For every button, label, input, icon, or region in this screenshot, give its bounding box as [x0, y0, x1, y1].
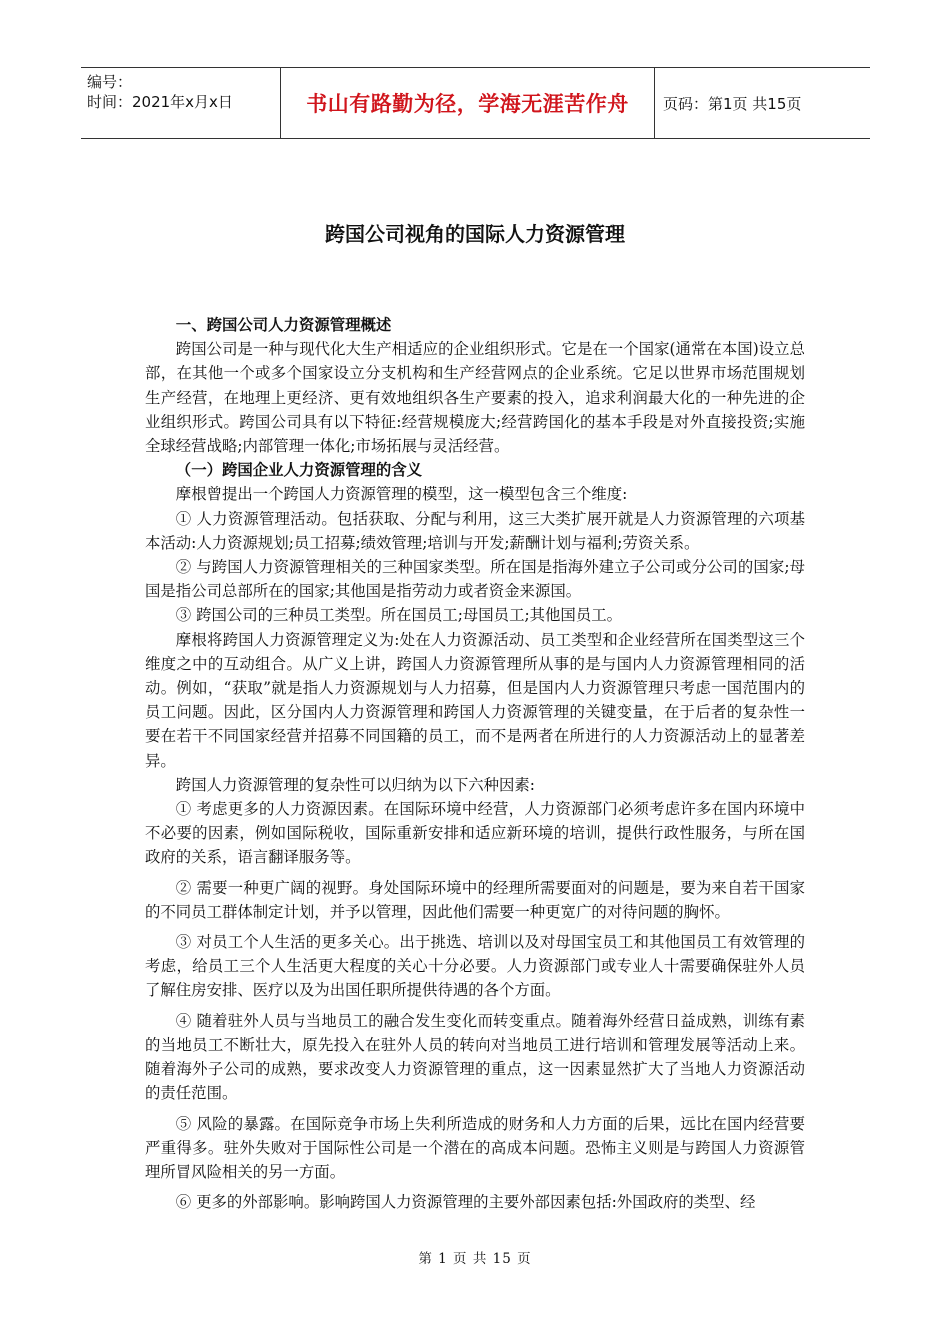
paragraph: ⑤ 风险的暴露。在国际竞争市场上失利所造成的财务和人力方面的后果，远比在国内经营要严重得多。驻外失败对于国际性公司是一个潜在的高成本问题。恐怖主义则是与跨国人力资源管理所冒风险相关的另一方面。 — [145, 1114, 805, 1181]
paragraph: ② 需要一种更广阔的视野。身处国际环境中的经理所需要面对的问题是，要为来自若干国家的不同员工群体制定计划，并予以管理，因此他们需要一种更宽广的对待问题的胸怀。 — [145, 878, 805, 921]
document-body — [145, 313, 805, 1214]
header-meta — [81, 68, 281, 138]
paragraph: ① 人力资源管理活动。包括获取、分配与利用，这三大类扩展开就是人力资源管理的六项基本活动:人力资源规划;员工招募;绩效管理;培训与开发;薪酬计划与福利;劳资关系。 — [145, 509, 805, 552]
page-footer: 第 1 页 共 15 页 — [418, 1251, 532, 1267]
document-number-label: 编号： — [87, 73, 133, 91]
paragraph: ④ 随着驻外人员与当地员工的融合发生变化而转变重点。随着海外经营日益成熟，训练有素的当地员工不断壮大，原先投入在驻外人员的转向对当地员工进行培训和管理发展等活动上来。随着海外子公司的成熟，要求改变人力资源管理的重点，这一因素显然扩大了当地人力资源活动的责任范围。 — [145, 1011, 805, 1103]
paragraph: ③ 跨国公司的三种员工类型。所在国员工;母国员工;其他国员工。 — [175, 606, 622, 625]
header-motto: 书山有路勤为径，学海无涯苦作舟 — [306, 92, 629, 116]
paragraph: 跨国人力资源管理的复杂性可以归纳为以下六种因素: — [175, 775, 535, 794]
paragraph: ② 与跨国人力资源管理相关的三种国家类型。所在国是指海外建立子公司或分公司的国家;母国是指公司总部所在的国家;其他国是指劳动力或者资金来源国。 — [145, 558, 805, 601]
document-date: 时间：2021年x月x日 — [87, 93, 233, 111]
paragraph: 摩根将跨国人力资源管理定义为:处在人力资源活动、员工类型和企业经营所在国类型这三个维度之中的互动组合。从广义上讲，跨国人力资源管理所从事的是与国内人力资源管理相同的活动。例如，“获取”就是指人力资源规划与人力招募，但是国内人力资源管理只考虑一国范围内的员工问题。因此，区分国内人力资源管理和跨国人力资源管理的关键变量，在于后者的复杂性一要在若干不同国家经营并招募不同国籍的员工，而不是两者在所进行的人力资源活动上的显著差异。 — [145, 630, 805, 770]
section-heading: 一、跨国公司人力资源管理概述 — [175, 316, 392, 334]
paragraph: 跨国公司是一种与现代化大生产相适应的企业组织形式。它是在一个国家(通常在本国)设立总部，在其他一个或多个国家设立分支机构和生产经营网点的企业系统。它足以世界市场范围规划生产经营，在地理上更经济、更有效地组织各生产要素的投入，追求利润最大化的一种先进的企业组织形式。跨国公司具有以下特征:经营规模庞大;经营跨国化的基本手段是对外直接投资;实施全球经营战略;内部管理一体化;市场拓展与灵活经营。 — [145, 340, 805, 456]
header-motto-cell — [281, 68, 655, 138]
header-page-info: 页码：第1页 共15页 — [663, 94, 802, 113]
subsection-heading: （一）跨国企业人力资源管理的含义 — [175, 461, 423, 480]
paragraph: ③ 对员工个人生活的更多关心。出于挑选、培训以及对母国宝员工和其他国员工有效管理的考虑，给员工三个人生活更大程度的关心十分必要。人力资源部门或专业人十需要确保驻外人员了解住房安排、医疗以及为出国任职所提供待遇的各个方面。 — [145, 933, 805, 1000]
header-page-info-cell — [655, 68, 870, 138]
page-header — [81, 67, 870, 139]
paragraph: 摩根曾提出一个跨国人力资源管理的模型，这一模型包含三个维度: — [175, 485, 628, 504]
document-title: 跨国公司视角的国际人力资源管理 — [325, 222, 625, 246]
paragraph: ① 考虑更多的人力资源因素。在国际环境中经营，人力资源部门必须考虑许多在国内环境中不必要的因素，例如国际税收，国际重新安排和适应新环境的培训，提供行政性服务，与所在国政府的关系，语言翻译服务等。 — [145, 800, 805, 867]
paragraph: ⑥ 更多的外部影响。影响跨国人力资源管理的主要外部因素包括:外国政府的类型、经 — [175, 1193, 756, 1212]
